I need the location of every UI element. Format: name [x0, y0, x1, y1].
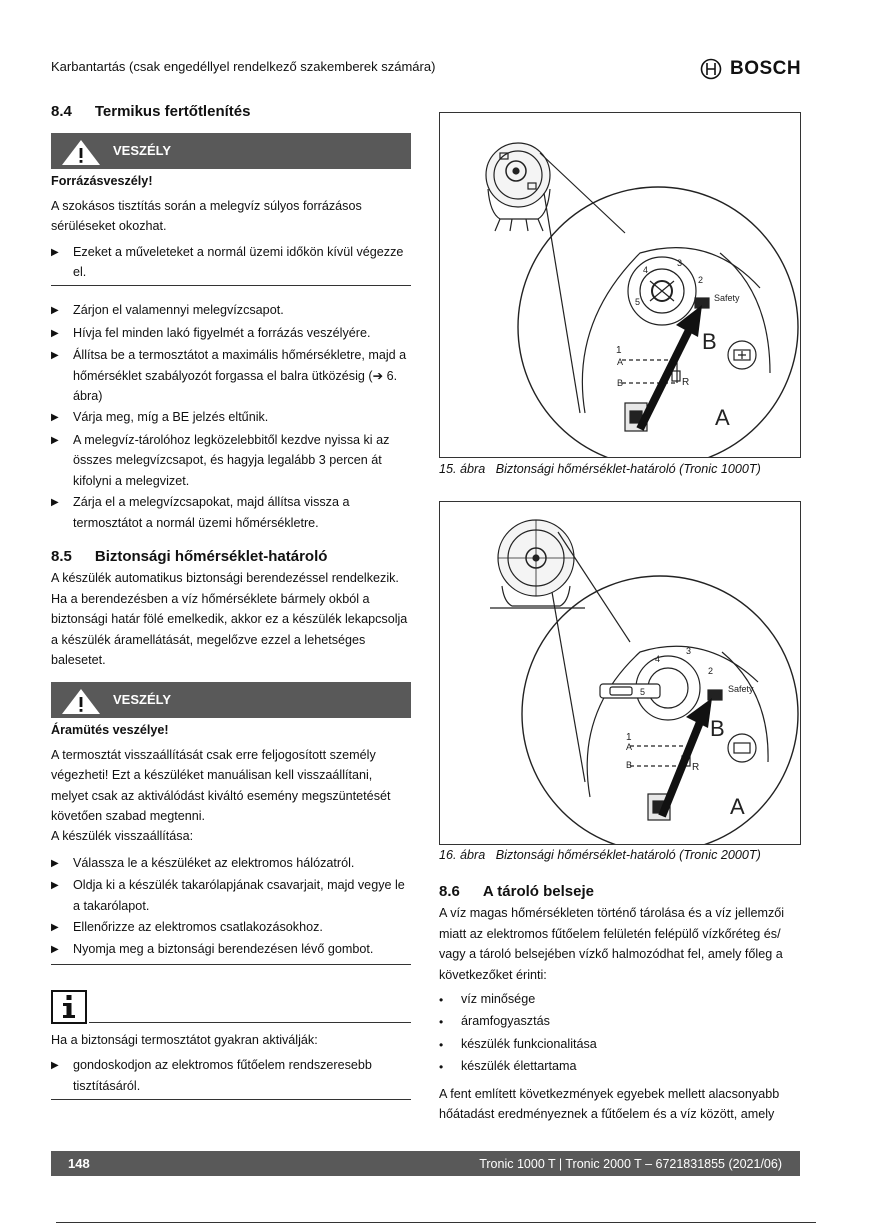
thermostat-diagram-1000t [440, 113, 800, 457]
footer-bar [51, 1151, 800, 1176]
list-item: ▶ Várja meg, míg a BE jelzés eltűnik. [51, 410, 269, 425]
label-small-b: B [617, 378, 624, 388]
running-header: Karbantartás (csak engedéllyel rendelkező szakemberek számára) [51, 59, 436, 74]
label-big-b: B [710, 716, 725, 741]
label-small-b: B [626, 760, 633, 770]
dial-label-4: 4 [643, 265, 649, 275]
thermostat-diagram-2000t [440, 502, 800, 844]
danger-label: VESZÉLY [113, 692, 172, 708]
warning-triangle-icon [59, 687, 103, 715]
list-item: • készülék élettartama [439, 1059, 577, 1075]
section-title: Biztonsági hőmérséklet-határoló [94, 547, 328, 565]
list-item: ▶ Nyomja meg a biztonsági berendezésen lévő gombot. [51, 942, 374, 957]
info-text: Ha a biztonsági termosztátot gyakran aktiválják: [51, 1032, 318, 1047]
list-item: • víz minősége [439, 992, 536, 1008]
dial-label-2: 2 [708, 666, 714, 676]
section-heading-8-6 [439, 882, 801, 902]
body-text: A készülék automatikus biztonsági berendezéssel rendelkezik. Ha a berendezésben a víz hőmérséklete bármely okból a biztonsági határ fölé emelkedik, akkor ez a készülék lekapcsolja a készülék áramellátását, megelőzve ezzel a lehetséges balesetet. [51, 571, 408, 667]
info-step: ▶ gondoskodjon az elektromos fűtőelem rendszeresebb tisztításáról. [51, 1058, 372, 1093]
warning-triangle-icon [59, 138, 103, 166]
label-1: 1 [626, 732, 632, 743]
label-small-a: A [617, 357, 624, 367]
section-number: 8.6 [439, 883, 460, 900]
label-small-a: A [626, 742, 633, 752]
left-column [51, 102, 411, 1100]
list-item: ▶ Hívja fel minden lakó figyelmét a forrázás veszélyére. [51, 325, 371, 340]
danger-step: ▶ Ezeket a műveleteket a normál üzemi időkön kívül végezze el. [51, 244, 404, 280]
label-1: 1 [616, 345, 622, 356]
safety-label: Safety [728, 684, 754, 694]
list-item: ▶ Ellenőrizze az elektromos csatlakozásokhoz. [51, 920, 323, 934]
figure-16 [439, 501, 801, 845]
dial-label-5: 5 [640, 687, 646, 697]
info-icon [51, 990, 87, 1024]
dial-label-3: 3 [686, 646, 692, 656]
danger-banner [51, 133, 411, 169]
brand-name: BOSCH [730, 58, 802, 79]
list-item: ▶ Zárjon el valamennyi melegvízcsapot. [51, 303, 284, 318]
effects-list [439, 989, 801, 1078]
section-number: 8.5 [51, 547, 72, 565]
body-text: A fent említett következmények egyebek mellett alacsonyabb hőátadást eredményeznek a fűtőelem és a víz között, amely [439, 1086, 780, 1122]
danger-text: A termosztát visszaállítását csak erre feljogosított személy végezheti! Ezt a készüléket manuálisan kell visszaállítani, melyet csak az aktiválódást kiváltó esemény megszüntetését követően szabad megtenni. [51, 747, 391, 823]
dial-label-2: 2 [698, 275, 704, 285]
document-reference: Tronic 1000 T | Tronic 2000 T – 6721831855 (2021/06) [479, 1156, 782, 1171]
section-number: 8.4 [51, 103, 72, 120]
list-item: • készülék funkcionalitása [439, 1036, 597, 1052]
danger-title: Forrázásveszély! [51, 174, 153, 189]
list-item: ▶ Állítsa be a termosztátot a maximális hőmérsékletre, majd a hőmérséklet szabályozót forgassa el balra ütközésig (➔ 6. ábra) [51, 348, 407, 404]
bosch-armature-icon [700, 58, 722, 80]
label-big-b: B [702, 329, 717, 354]
divider [51, 1099, 411, 1100]
danger-banner [51, 682, 411, 718]
steps-list-8-5 [51, 853, 411, 961]
figure-15 [439, 112, 801, 458]
danger-title: Áramütés veszélye! [51, 723, 169, 738]
section-title: A tároló belseje [482, 883, 595, 900]
danger-text: A szokásos tisztítás során a melegvíz súlyos forrázásos sérüléseket okozhat. [51, 198, 362, 234]
bosch-logo [700, 58, 801, 80]
section-heading-8-5 [51, 547, 411, 567]
bottom-rule [56, 1222, 816, 1223]
list-item: ▶ Válassza le a készüléket az elektromos hálózatról. [51, 855, 355, 870]
section-8-6 [439, 882, 801, 1124]
dial-label-4: 4 [655, 654, 661, 664]
label-r: R [692, 762, 700, 773]
body-text: A víz magas hőmérsékleten történő tárolása és a víz jellemzői miatt az elektromos fűtőelem felületén felépülő vízkőréteg és/ vagy a tároló belsejében vízkő halmozódhat fel, amely főleg a következőket érinti: [439, 906, 785, 982]
figure-15-caption: 15. ábra Biztonsági hőmérséklet-határoló (Tronic 1000T) [439, 462, 761, 476]
dial-label-3: 3 [677, 258, 683, 268]
reset-intro: A készülék visszaállítása: [51, 829, 194, 844]
figure-16-caption: 16. ábra Biztonsági hőmérséklet-határoló (Tronic 2000T) [439, 848, 761, 862]
divider [89, 1022, 411, 1023]
label-big-a: A [715, 405, 730, 430]
list-item: ▶ Oldja ki a készülék takarólapjának csavarjait, majd vegye le a takarólapot. [51, 878, 405, 913]
list-item: ▶ A melegvíz-tárolóhoz legközelebbitől kezdve nyissa ki az összes melegvízcsapot, és hagyja legalább 3 percen át kifolyni a melegvizet. [51, 432, 390, 488]
danger-label: VESZÉLY [113, 143, 172, 159]
label-big-a: A [730, 794, 745, 819]
page-number: 148 [68, 1156, 90, 1171]
label-r: R [682, 377, 690, 388]
list-item: • áramfogyasztás [439, 1014, 550, 1030]
section-heading-8-4 [51, 102, 411, 122]
steps-list-8-4 [51, 300, 411, 532]
section-title: Termikus fertőtlenítés [94, 103, 251, 120]
safety-label: Safety [714, 293, 740, 303]
dial-label-5: 5 [635, 297, 641, 307]
info-header [51, 990, 411, 1024]
list-item: ▶ Zárja el a melegvízcsapokat, majd állítsa vissza a termosztátot a normál üzemi hőmérsékletre. [51, 495, 350, 530]
